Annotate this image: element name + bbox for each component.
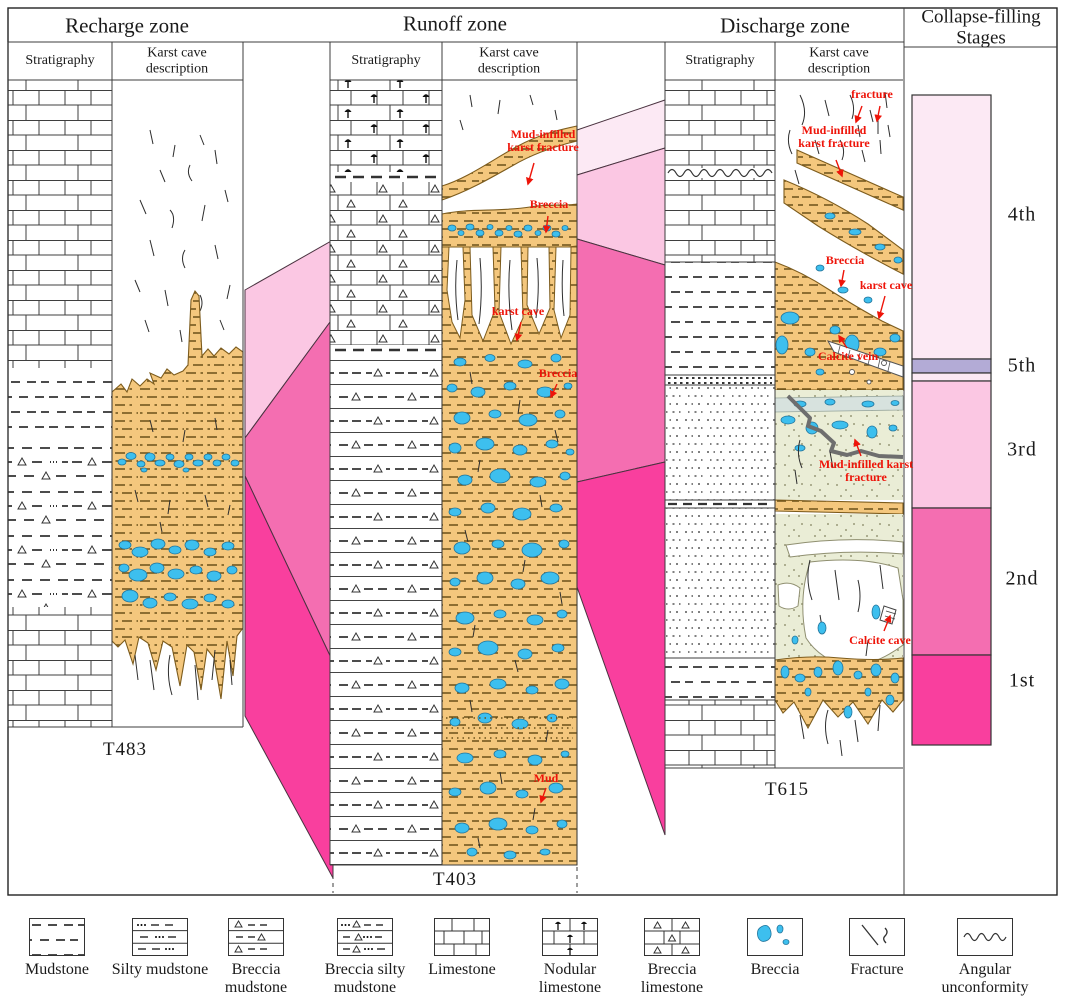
legend-item-breccia	[719, 918, 831, 979]
nodular-limestone-swatch-icon	[542, 918, 598, 956]
breccia-limestone-swatch-icon	[644, 918, 700, 956]
karst-annotation: Breccia	[538, 366, 578, 380]
legend-label: Fracture	[850, 961, 904, 978]
stages-column-title: Collapse-filling Stages	[921, 6, 1041, 48]
column-header-karst-T615: Karst cave description	[807, 45, 871, 76]
correlation-polygons-left	[245, 240, 333, 878]
legend-label: Breccia mudstone	[224, 961, 288, 996]
stage-label-3rd: 3rd	[1007, 438, 1037, 461]
legend-item-fracture	[821, 918, 933, 979]
legend-label: Breccia limestone	[640, 961, 704, 996]
legend-label: Mudstone	[25, 961, 89, 978]
karst-annotation: karst cave	[491, 304, 545, 318]
breccia-swatch-icon	[747, 918, 803, 956]
legend-item-angular-unconformity	[929, 918, 1041, 996]
karst-annotation: karst cave	[859, 278, 913, 292]
legend-item-breccia-mudstone	[200, 918, 312, 996]
karst-annotation: Breccia	[825, 253, 865, 267]
well-label-T615: T615	[764, 779, 810, 800]
column-header-karst-T483: Karst cave description	[145, 45, 209, 76]
column-header-stratigraphy-T403: Stratigraphy	[351, 53, 421, 69]
stage-label-2nd: 2nd	[1005, 567, 1039, 590]
legend-label: Nodular limestone	[538, 961, 602, 996]
limestone-swatch-icon	[434, 918, 490, 956]
karst-annotation: Mud-infilled karst fracture	[818, 457, 914, 485]
karst-annotation: Mud-infilled karst fracture	[507, 127, 579, 155]
karst-annotation: Calcite vein	[817, 349, 879, 363]
zone-title-discharge: Discharge zone	[720, 13, 850, 38]
legend-label: Silty mudstone	[111, 961, 209, 978]
stage-label-1st: 1st	[1008, 669, 1036, 692]
column-header-karst-T403: Karst cave description	[477, 45, 541, 76]
well-T483-karst-column	[112, 80, 243, 727]
silty-mudstone-swatch-icon	[132, 918, 188, 956]
well-label-T403: T403	[432, 869, 478, 890]
karst-annotation: Mud-infilled karst fracture	[798, 123, 870, 151]
legend-label: Breccia	[750, 961, 800, 978]
well-label-T483: T483	[102, 739, 148, 760]
legend-label: Breccia silty mudstone	[324, 961, 406, 996]
karst-annotation: Breccia	[529, 197, 569, 211]
karst-annotation: Mud	[533, 771, 559, 785]
legend-label: Angular unconformity	[941, 961, 1029, 996]
collapse-filling-stage-bar	[912, 95, 991, 745]
column-header-stratigraphy-T483: Stratigraphy	[25, 53, 95, 69]
legend-item-nodular-limestone	[514, 918, 626, 996]
legend-item-breccia-silty-mudstone	[309, 918, 421, 996]
karst-annotation: fracture	[851, 87, 893, 101]
well-T403-stratigraphy-column	[330, 80, 442, 865]
column-header-stratigraphy-T615: Stratigraphy	[685, 53, 755, 69]
mudstone-swatch-icon	[29, 918, 85, 956]
angular-unconformity-swatch-icon	[957, 918, 1013, 956]
well-T615-karst-column	[775, 80, 903, 768]
stage-label-5th: 5th	[1007, 354, 1037, 377]
stage-label-4th: 4th	[1007, 203, 1037, 226]
breccia-silty-mudstone-swatch-icon	[337, 918, 393, 956]
zone-title-recharge: Recharge zone	[65, 13, 189, 38]
legend-item-mudstone	[1, 918, 113, 979]
fracture-swatch-icon	[849, 918, 905, 956]
legend-item-limestone	[406, 918, 518, 979]
breccia-mudstone-swatch-icon	[228, 918, 284, 956]
correlation-polygons-right	[577, 100, 665, 835]
legend-label: Limestone	[428, 961, 496, 978]
karst-annotation: Calcite cave	[849, 633, 911, 647]
well-T483-stratigraphy-column	[8, 80, 112, 727]
legend-item-breccia-limestone	[616, 918, 728, 996]
well-T615-stratigraphy-column	[665, 80, 775, 768]
zone-title-runoff: Runoff zone	[402, 11, 508, 36]
